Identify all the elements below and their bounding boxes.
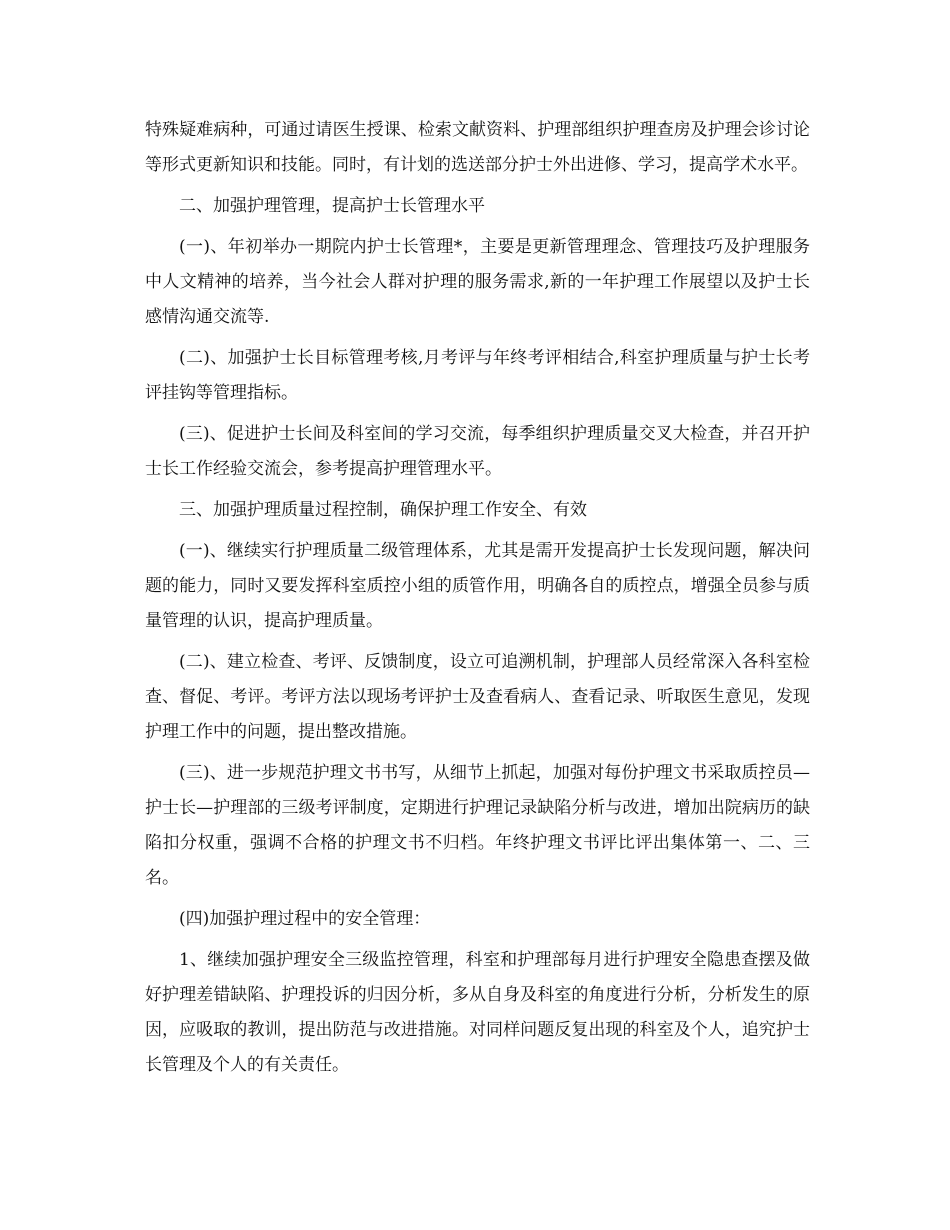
paragraph-3-1: (一)、继续实行护理质量二级管理体系，尤其是需开发提高护士长发现问题，解决问题的能力，同时又要发挥科室质控小组的质管作用，明确各自的质控点，增强全员参与质量管理的认识，提高护理质量。 (145, 541, 810, 631)
paragraph-3-2: (二)、建立检查、考评、反馈制度，设立可追溯机制，护理部人员经常深入各科室检查、督促、考评。考评方法以现场考评护士及查看病人、查看记录、听取医生意见，发现护理工作中的问题，提出整改措施。 (145, 652, 810, 742)
paragraph-3-3: (三)、进一步规范护理文书书写，从细节上抓起，加强对每份护理文书采取质控员—护士长—护理部的三级考评制度，定期进行护理记录缺陷分析与改进，增加出院病历的缺陷扣分权重，强调不合格的护理文书不归档。年终护理文书评比评出集体第一、二、三名。 (145, 763, 810, 888)
paragraph-2-2: (二)、加强护士长目标管理考核,月考评与年终考评相结合,科室护理质量与护士长考评挂钩等管理指标。 (145, 348, 810, 403)
paragraph-2-3: (三)、促进护士长间及科室间的学习交流，每季组织护理质量交叉大检查，并召开护士长工作经验交流会，参考提高护理管理水平。 (145, 424, 810, 479)
paragraph-3-4-1: 1、继续加强护理安全三级监控管理，科室和护理部每月进行护理安全隐患查摆及做好护理差错缺陷、护理投诉的归因分析，多从自身及科室的角度进行分析，分析发生的原因，应吸取的教训，提出防范与改进措施。对同样问题反复出现的科室及个人，追究护士长管理及个人的有关责任。 (145, 950, 810, 1075)
subsection-heading-3-4: (四)加强护理过程中的安全管理： (179, 909, 431, 929)
document-body (145, 113, 810, 1089)
paragraph-2-1: (一)、年初举办一期院内护士长管理*，主要是更新管理理念、管理技巧及护理服务中人文精神的培养，当今社会人群对护理的服务需求,新的一年护理工作展望以及护士长感情沟通交流等. (145, 237, 810, 327)
section-heading-3: 三、加强护理质量过程控制，确保护理工作安全、有效 (179, 500, 587, 520)
paragraph-continuation: 特殊疑难病种，可通过请医生授课、检索文献资料、护理部组织护理查房及护理会诊讨论等形式更新知识和技能。同时，有计划的选送部分护士外出进修、学习，提高学术水平。 (145, 120, 810, 175)
section-heading-2: 二、加强护理管理，提高护士长管理水平 (179, 196, 485, 216)
